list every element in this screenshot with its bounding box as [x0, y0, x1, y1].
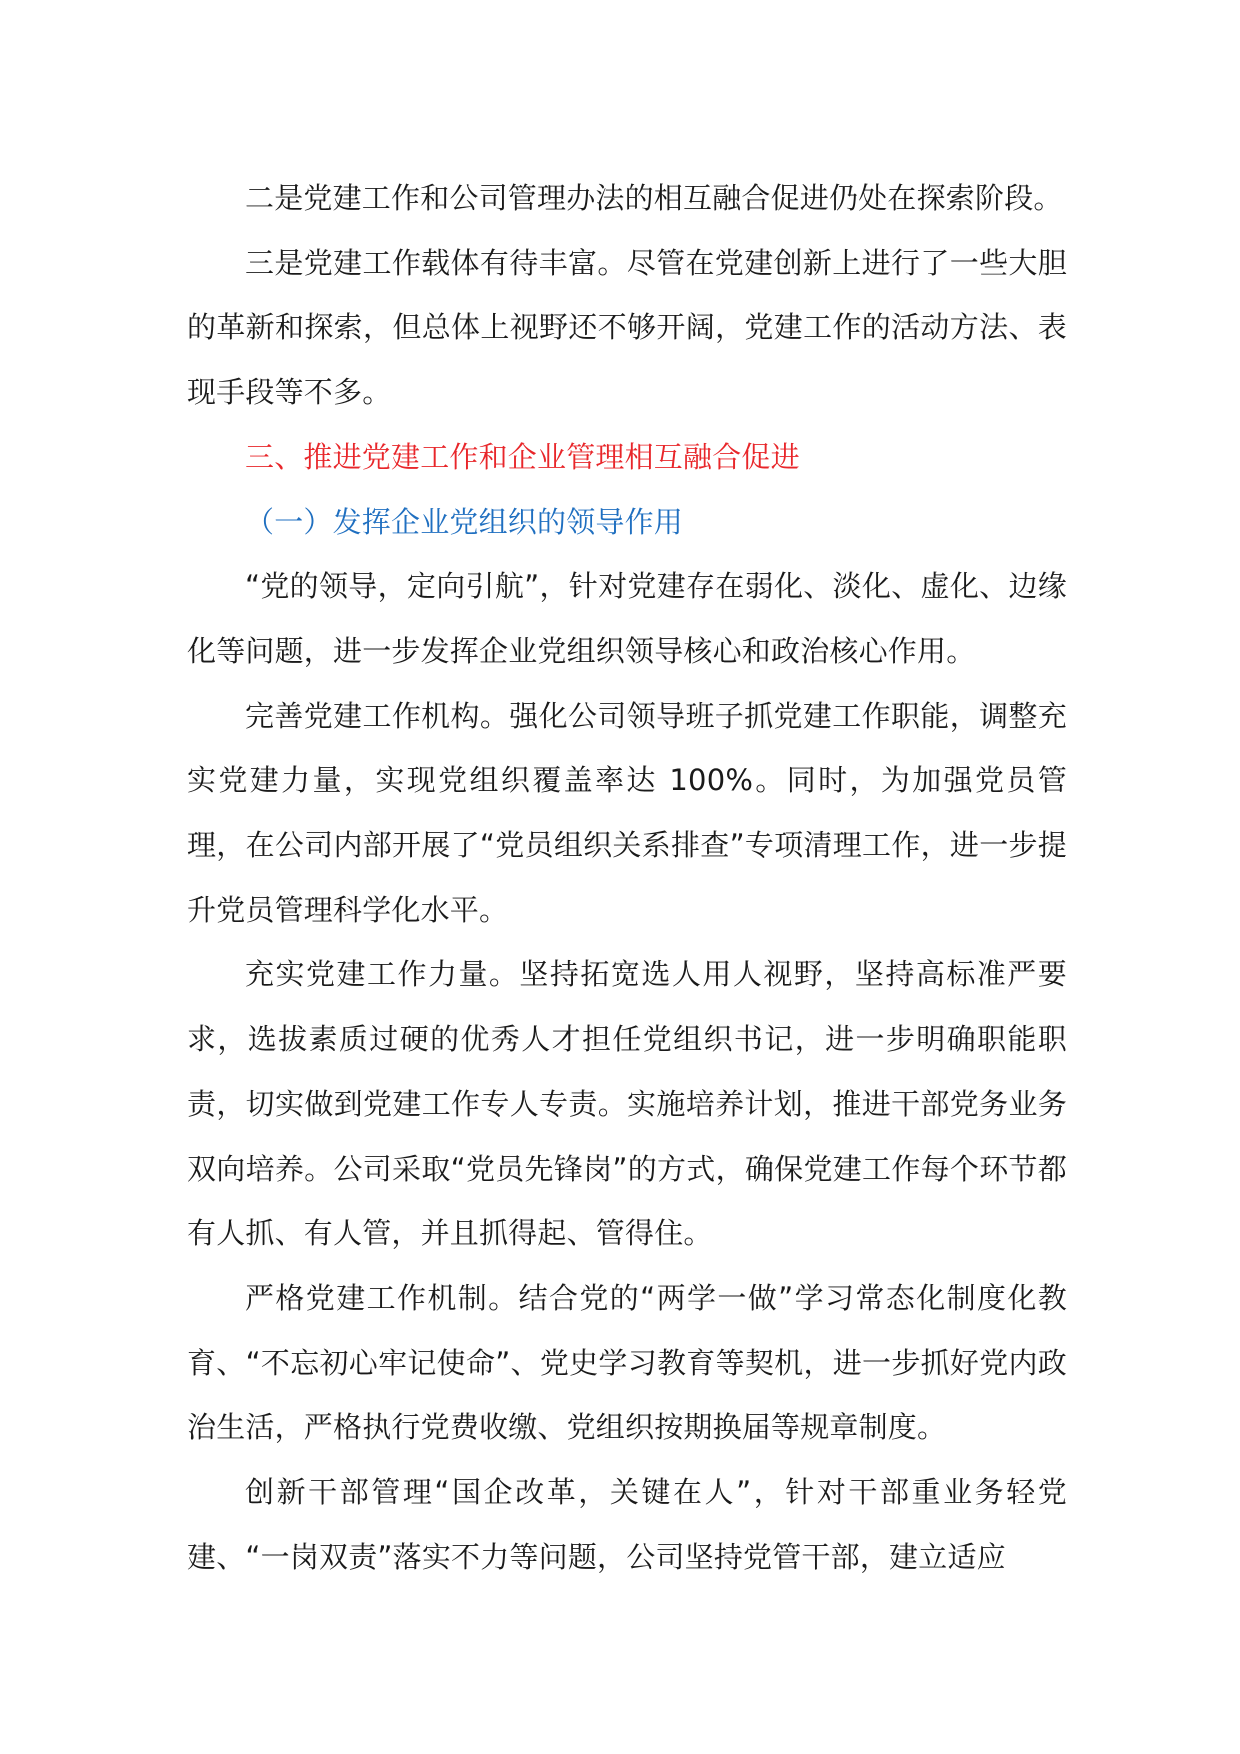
paragraph-4: 完善党建工作机构。强化公司领导班子抓党建工作职能，调整充实党建力量，实现党组织覆盖率达 100%。同时，为加强党员管理，在公司内部开展了“党员组织关系排查”专项清理工作，进一步提升党员管理科学化水平。: [187, 698, 1067, 927]
paragraph-6: 严格党建工作机制。结合党的“两学一做”学习常态化制度化教育、“不忘初心牢记使命”、党史学习教育等契机，进一步抓好党内政治生活，严格执行党费收缴、党组织按期换届等规章制度。: [187, 1280, 1067, 1445]
paragraph-3: “党的领导，定向引航”，针对党建存在弱化、淡化、虚化、边缘化等问题，进一步发挥企业党组织领导核心和政治核心作用。: [187, 569, 1067, 668]
subsection-heading: （一）发挥企业党组织的领导作用: [245, 504, 684, 539]
paragraph-7: 创新干部管理“国企改革，关键在人”，针对干部重业务轻党建、“一岗双责”落实不力等问题，公司坚持党管干部，建立适应: [187, 1475, 1067, 1574]
section-heading: 三、推进党建工作和企业管理相互融合促进: [245, 439, 800, 474]
paragraph-1: 二是党建工作和公司管理办法的相互融合促进仍处在探索阶段。: [245, 181, 1063, 215]
paragraph-2: 三是党建工作载体有待丰富。尽管在党建创新上进行了一些大胆的革新和探索，但总体上视野还不够开阔，党建工作的活动方法、表现手段等不多。: [187, 245, 1067, 410]
paragraph-5: 充实党建工作力量。坚持拓宽选人用人视野，坚持高标准严要求，选拔素质过硬的优秀人才担任党组织书记，进一步明确职能职责，切实做到党建工作专人专责。实施培养计划，推进干部党务业务双向培养。公司采取“党员先锋岗”的方式，确保党建工作每个环节都有人抓、有人管，并且抓得起、管得住。: [187, 957, 1067, 1251]
document-body: [187, 166, 1067, 1589]
